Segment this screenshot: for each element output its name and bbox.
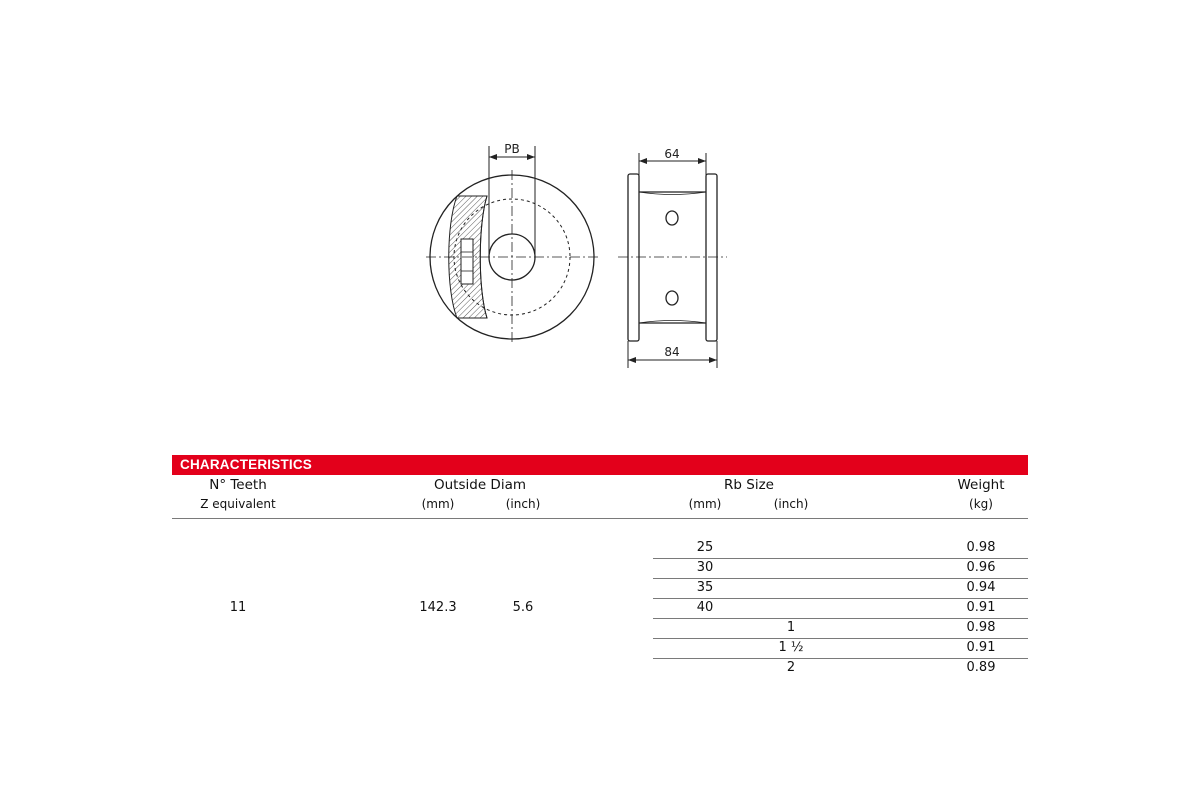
rb-inch-cell: 1 [786, 620, 796, 635]
row-divider [653, 618, 1028, 619]
header-outside-diam: Outside Diam [434, 477, 526, 493]
outside-diam-inch: 5.6 [512, 600, 534, 615]
weight-cell: 0.96 [966, 560, 996, 575]
rb-mm-cell: 35 [696, 580, 714, 595]
weight-cell: 0.91 [966, 600, 996, 615]
rb-inch-cell: 1 ½ [778, 640, 804, 655]
row-divider [653, 638, 1028, 639]
weight-cell: 0.91 [966, 640, 996, 655]
row-divider [653, 598, 1028, 599]
side-view [618, 153, 727, 368]
weight-cell: 0.89 [966, 660, 996, 675]
header-od-mm: (mm) [421, 497, 455, 511]
characteristics-section [172, 455, 1028, 695]
teeth-value: 11 [229, 600, 247, 615]
rb-inch-cell: 2 [786, 660, 796, 675]
rb-mm-cell: 25 [696, 540, 714, 555]
row-divider [653, 658, 1028, 659]
row-divider [653, 578, 1028, 579]
weight-cell: 0.94 [966, 580, 996, 595]
rb-mm-cell: 40 [696, 600, 714, 615]
header-rb-inch: (inch) [773, 497, 809, 511]
header-weight: Weight [957, 477, 1005, 493]
outside-diam-mm: 142.3 [419, 600, 457, 615]
front-view [426, 146, 600, 344]
header-weight-unit: (kg) [969, 497, 993, 511]
weight-cell: 0.98 [966, 540, 996, 555]
header-teeth: N° Teeth [209, 477, 267, 493]
dim-84-label: 84 [664, 345, 680, 359]
dim-64-label: 64 [664, 147, 680, 161]
weight-cell: 0.98 [966, 620, 996, 635]
header-rb-size: Rb Size [724, 477, 774, 493]
rb-mm-cell: 30 [696, 560, 714, 575]
technical-drawing [420, 135, 740, 375]
characteristics-table [172, 475, 1028, 695]
header-rb-mm: (mm) [688, 497, 722, 511]
pb-label: PB [504, 142, 520, 156]
header-teeth-sub: Z equivalent [200, 497, 276, 511]
row-divider [653, 558, 1028, 559]
characteristics-title: CHARACTERISTICS [172, 455, 1028, 475]
header-od-inch: (inch) [505, 497, 541, 511]
header-divider [172, 518, 1028, 519]
